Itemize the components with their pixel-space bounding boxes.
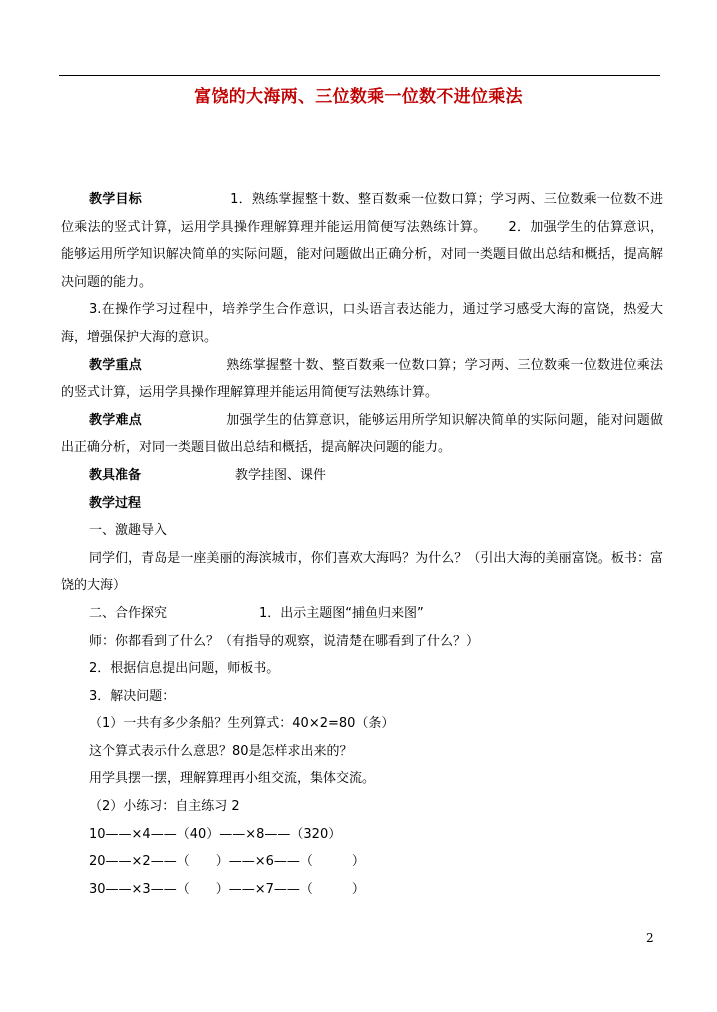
- page-title: 富饶的大海两、三位数乘一位数不进位乘法: [194, 87, 523, 107]
- section-2-item-1: 1．出示主题图“捕鱼归来图”: [259, 605, 424, 621]
- keypoints-paragraph: [61, 352, 663, 407]
- step-3: 3．解决问题：: [89, 688, 176, 704]
- section-1-text: 同学们，青岛是一座美丽的海滨城市，你们喜欢大海吗？为什么？（引出大海的美丽富饶。板书：富饶的大海）: [61, 550, 663, 594]
- exercise-line-3: 30——×3——（ ）——×7——（ ）: [89, 881, 365, 897]
- step-2: 2．根据信息提出问题，师板书。: [89, 661, 280, 677]
- document-body: [61, 186, 663, 903]
- exercise-line-2: 20——×2——（ ）——×6——（ ）: [89, 854, 365, 870]
- difficulty-label: 教学难点: [89, 412, 142, 428]
- objectives-label: 教学目标: [89, 192, 143, 207]
- tools-label: 教具准备: [89, 467, 142, 483]
- objectives-text-3: 3.在操作学习过程中，培养学生合作意识，口头语言表达能力，通过学习感受大海的富饶，热爱大海，增强保护大海的意识。: [61, 302, 663, 345]
- section-1-heading: 一、激趣导入: [89, 523, 168, 539]
- page-number: 2: [646, 931, 654, 945]
- tools-text: 教学挂图、课件: [235, 467, 327, 483]
- objectives-text-1: 1．熟练掌握整十数、整百数乘一位数口算；学习两、三位数乘一位数不进位乘法的竖式计算，运用学具操作理解算理并能运用简便写法熟练计算。: [61, 192, 663, 235]
- question-1: （1）一共有多少条船？生列算式：40×2=80（条）: [89, 716, 395, 732]
- keypoints-text: 熟练掌握整十数、整百数乘一位数口算；学习两、三位数乘一位数进位乘法的竖式计算，运用学具操作理解算理并能运用简便写法熟练计算。: [61, 357, 663, 401]
- exercise-line-1: 10——×4——（40）——×8——（320）: [89, 826, 342, 842]
- question-1-followup: 这个算式表示什么意思？80是怎样求出来的？: [89, 743, 353, 759]
- objectives-paragraph: [61, 186, 663, 296]
- tools-paragraph: [61, 462, 663, 490]
- header-rule: [59, 75, 660, 76]
- teacher-question: 师：你都看到了什么？（有指导的观察，说清楚在哪看到了什么？）: [89, 633, 480, 649]
- section-2-heading: 二、合作探究: [89, 605, 168, 621]
- process-label: 教学过程: [89, 495, 142, 511]
- objectives-text-2: 2．加强学生的估算意识，能够运用所学知识解决简单的实际问题，能对问题做出正确分析，对同一类题目做出总结和概括，提高解决问题的能力。: [61, 219, 663, 290]
- difficulty-text: 加强学生的估算意识，能够运用所学知识解决简单的实际问题，能对问题做出正确分析，对同一类题目做出总结和概括，提高解决问题的能力。: [61, 412, 663, 456]
- question-2: （2）小练习：自主练习 2: [89, 799, 240, 815]
- difficulty-paragraph: [61, 407, 663, 462]
- section-2-paragraph: [61, 600, 663, 628]
- question-1-activity: 用学具摆一摆，理解算理再小组交流，集体交流。: [89, 771, 376, 787]
- keypoints-label: 教学重点: [89, 357, 142, 373]
